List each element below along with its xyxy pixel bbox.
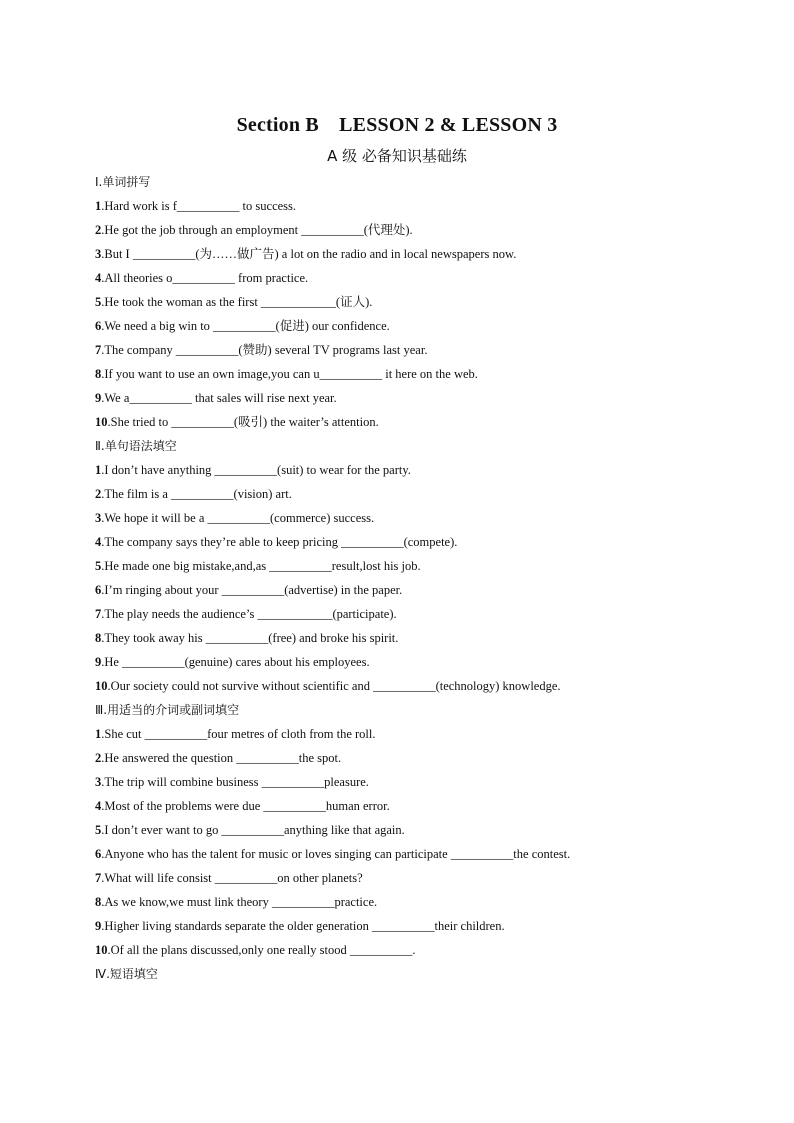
exercise-content <box>95 170 735 986</box>
question-number: 10 <box>95 679 108 693</box>
question-text: .He took the woman as the first ____________(证人). <box>101 295 373 309</box>
page-subtitle: A 级 必备知识基础练 <box>327 147 467 165</box>
question-number: 6 <box>95 847 102 861</box>
page-title: Section B LESSON 2 & LESSON 3 <box>236 114 558 136</box>
question-text: .We a__________ that sales will rise next year. <box>101 391 337 405</box>
question-number: 8 <box>95 631 102 645</box>
section-heading: Ⅲ.用适当的介词或副词填空 <box>95 703 240 717</box>
question-text: .He got the job through an employment __________(代理处). <box>101 223 413 237</box>
question-number: 1 <box>95 727 102 741</box>
question-item <box>95 506 735 530</box>
question-text: .The company __________(赞助) several TV programs last year. <box>101 343 428 357</box>
question-item <box>95 458 735 482</box>
question-text: .He answered the question __________the spot. <box>101 751 342 765</box>
question-number: 6 <box>95 583 102 597</box>
question-number: 5 <box>95 823 102 837</box>
question-number: 2 <box>95 223 102 237</box>
question-number: 4 <box>95 271 102 285</box>
question-text: .Our society could not survive without scientific and __________(technology) knowledge. <box>107 679 561 693</box>
question-text: .As we know,we must link theory __________practice. <box>101 895 378 909</box>
question-text: .She tried to __________(吸引) the waiter’s attention. <box>107 415 379 429</box>
question-item <box>95 818 735 842</box>
question-text: .She cut __________four metres of cloth from the roll. <box>101 727 376 741</box>
question-number: 6 <box>95 319 102 333</box>
question-text: .They took away his __________(free) and broke his spirit. <box>101 631 399 645</box>
question-text: .Hard work is f__________ to success. <box>101 199 297 213</box>
question-item <box>95 482 735 506</box>
question-item <box>95 242 735 266</box>
question-text: .The film is a __________(vision) art. <box>101 487 292 501</box>
question-item <box>95 746 735 770</box>
question-text: .Higher living standards separate the older generation __________their children. <box>101 919 505 933</box>
question-number: 3 <box>95 511 102 525</box>
question-item <box>95 290 735 314</box>
question-text: .We hope it will be a __________(commerce) success. <box>101 511 375 525</box>
question-text: .Of all the plans discussed,only one really stood __________. <box>107 943 416 957</box>
question-text: .I’m ringing about your __________(advertise) in the paper. <box>101 583 403 597</box>
question-number: 9 <box>95 919 102 933</box>
question-item <box>95 314 735 338</box>
question-item <box>95 842 735 866</box>
question-item <box>95 866 735 890</box>
question-item <box>95 770 735 794</box>
question-text: .All theories o__________ from practice. <box>101 271 309 285</box>
question-text: .But I __________(为……做广告) a lot on the radio and in local newspapers now. <box>101 247 517 261</box>
question-number: 4 <box>95 535 102 549</box>
question-item <box>95 674 735 698</box>
question-number: 10 <box>95 943 108 957</box>
question-number: 8 <box>95 895 102 909</box>
question-item <box>95 386 735 410</box>
question-number: 7 <box>95 871 102 885</box>
question-item <box>95 410 735 434</box>
question-text: .He made one big mistake,and,as __________result,lost his job. <box>101 559 421 573</box>
question-number: 8 <box>95 367 102 381</box>
question-item <box>95 554 735 578</box>
question-text: .If you want to use an own image,you can u__________ it here on the web. <box>101 367 478 381</box>
question-number: 1 <box>95 463 102 477</box>
question-text: .I don’t ever want to go __________anything like that again. <box>101 823 405 837</box>
question-text: .He __________(genuine) cares about his employees. <box>101 655 370 669</box>
question-item <box>95 794 735 818</box>
section-heading: Ⅱ.单句语法填空 <box>95 439 177 453</box>
question-number: 9 <box>95 655 102 669</box>
question-text: .Anyone who has the talent for music or loves singing can participate __________the contest. <box>101 847 571 861</box>
question-number: 9 <box>95 391 102 405</box>
question-item <box>95 194 735 218</box>
question-item <box>95 890 735 914</box>
question-item <box>95 626 735 650</box>
question-text: .The play needs the audience’s ____________(participate). <box>101 607 397 621</box>
question-text: .I don’t have anything __________(suit) to wear for the party. <box>101 463 411 477</box>
question-text: .What will life consist __________on other planets? <box>101 871 363 885</box>
question-item <box>95 578 735 602</box>
question-item <box>95 602 735 626</box>
question-item <box>95 914 735 938</box>
question-text: .Most of the problems were due __________human error. <box>101 799 390 813</box>
question-number: 4 <box>95 799 102 813</box>
question-number: 3 <box>95 247 102 261</box>
question-item <box>95 530 735 554</box>
section-heading: Ⅰ.单词拼写 <box>95 175 151 189</box>
question-number: 2 <box>95 751 102 765</box>
question-text: .We need a big win to __________(促进) our confidence. <box>101 319 390 333</box>
section-heading: Ⅳ.短语填空 <box>95 967 158 981</box>
question-number: 5 <box>95 559 102 573</box>
question-item <box>95 266 735 290</box>
question-text: .The trip will combine business __________pleasure. <box>101 775 369 789</box>
question-number: 7 <box>95 607 102 621</box>
question-number: 2 <box>95 487 102 501</box>
question-item <box>95 338 735 362</box>
question-item <box>95 938 735 962</box>
question-number: 5 <box>95 295 102 309</box>
question-item <box>95 218 735 242</box>
question-text: .The company says they’re able to keep pricing __________(compete). <box>101 535 458 549</box>
question-number: 3 <box>95 775 102 789</box>
question-number: 1 <box>95 199 102 213</box>
question-number: 10 <box>95 415 108 429</box>
question-number: 7 <box>95 343 102 357</box>
question-item <box>95 362 735 386</box>
question-item <box>95 722 735 746</box>
question-item <box>95 650 735 674</box>
